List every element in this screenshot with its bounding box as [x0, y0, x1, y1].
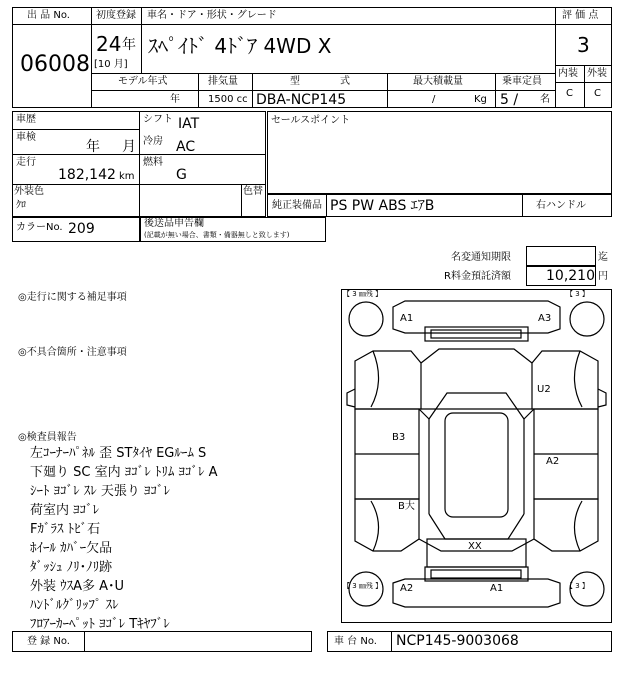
ac-label: 冷房 — [143, 136, 163, 147]
tire-depth-rear-left: 【 3 ㎜残 】 — [343, 582, 383, 590]
equipment-label: 純正装備品 — [272, 200, 322, 211]
name-change-label: 名変通知期限 — [451, 252, 511, 263]
ext-color-label: 外装色 — [14, 186, 44, 197]
recycle-unit: 円 — [598, 271, 608, 282]
report-line: ﾊﾝﾄﾞﾙｸﾞﾘｯﾌﾟ ｽﾚ — [30, 598, 119, 613]
damage-mark-rear-bumper-right: A1 — [490, 583, 504, 594]
front-bumper — [393, 301, 560, 333]
exterior-label: 外装 — [587, 68, 607, 79]
docs-note: (記載が無い場合、書類・備器無しと致します) — [144, 231, 290, 239]
roof — [445, 413, 508, 517]
driving-notes-label: ◎走行に関する補足事項 — [18, 292, 127, 303]
name-change-field — [526, 246, 596, 266]
recycle-value: 10,210 — [546, 268, 595, 284]
report-line: ｼｰﾄ ﾖｺﾞﾚ ｽﾚ 天張り ﾖｺﾞﾚ — [30, 484, 171, 499]
damage-mark-left-door: B3 — [392, 432, 406, 443]
report-line: 下廻り SC 室内 ﾖｺﾞﾚ ﾄﾘﾑ ﾖｺﾞﾚ A — [30, 465, 218, 480]
inspection-label: 車検 — [16, 132, 36, 143]
tire-front-left — [349, 302, 383, 336]
model-year-label: モデル年式 — [118, 76, 168, 87]
mileage-label: 走行 — [16, 157, 36, 168]
report-line: ﾌﾛｱｰｶｰﾍﾟｯﾄ ﾖｺﾞﾚ Tｷﾔﾌﾞﾚ — [30, 617, 170, 632]
score-label: 評 価 点 — [562, 10, 599, 21]
mileage-unit: km — [119, 171, 135, 182]
reg-year: 24 — [96, 32, 122, 56]
fuel-value: G — [176, 167, 187, 183]
color-change-label: 色替 — [243, 186, 263, 197]
damage-mark-rear-bumper-left: A2 — [400, 583, 414, 594]
ac-value: AC — [176, 139, 196, 155]
interior-grade: C — [566, 88, 573, 99]
damage-mark-left-rear: B大 — [398, 501, 415, 512]
lot-label: 出 品 No. — [27, 10, 70, 21]
max-load-label: 最大積載量 — [413, 76, 463, 87]
capacity-label: 乗車定員 — [502, 76, 542, 87]
docs-label: 後送品申告欄 — [144, 218, 204, 229]
damage-mark-front-bumper-left: A1 — [400, 313, 414, 324]
model-year-unit: 年 — [170, 94, 180, 105]
type-label: 型 式 — [290, 76, 350, 87]
interior-label: 内装 — [558, 68, 578, 79]
car-name: ｽﾍﾟｲﾄﾞ 4ﾄﾞｱ 4WD X — [148, 34, 332, 58]
capacity-value: 5 / — [500, 92, 519, 108]
history-label: 車歴 — [16, 114, 36, 125]
report-line: ﾀﾞｯｼｭ ﾉﾘ･ﾉﾘ跡 — [30, 560, 113, 575]
tire-rear-left — [349, 572, 383, 606]
exterior-grade: C — [594, 88, 601, 99]
report-line: 左ｺｰﾅｰﾊﾟﾈﾙ 歪 STﾀｲﾔ EGﾙｰﾑ S — [30, 446, 207, 461]
defects-label: ◎不具合箇所・注意事項 — [18, 347, 127, 358]
displacement-label: 排気量 — [208, 76, 238, 87]
damage-mark-front-bumper-right: A3 — [538, 313, 552, 324]
reg-month: [10 月] — [94, 59, 128, 70]
lot-number: 06008 — [20, 52, 90, 77]
report-line: 外装 ｳｽA多 A･U — [30, 579, 125, 594]
mileage-value: 182,142 — [58, 167, 116, 183]
color-no-value: 209 — [68, 221, 95, 237]
front-section — [355, 351, 421, 409]
name-change-unit: 迄 — [598, 252, 608, 263]
report-line: Fｶﾞﾗｽ ﾄﾋﾞ石 — [30, 522, 101, 537]
load-separator: / — [432, 94, 436, 105]
shift-label: シフト — [143, 114, 173, 125]
ext-color-value: ｸﾛ — [16, 200, 26, 211]
tire-rear-right — [570, 572, 604, 606]
shift-value: IAT — [178, 116, 200, 132]
sales-point-label: セールスポイント — [271, 115, 351, 126]
windshield — [429, 393, 524, 419]
score-value: 3 — [577, 33, 590, 57]
car-outline — [341, 289, 612, 623]
report-line: 荷室内 ﾖｺﾞﾚ — [30, 503, 100, 518]
model-label: 車名・ドア・形状・グレード — [147, 10, 277, 21]
tire-front-right — [570, 302, 604, 336]
damage-mark-right-front: U2 — [537, 384, 551, 395]
reg-year-unit: 年 — [122, 37, 136, 53]
steering-value: 右ハンドル — [536, 200, 586, 211]
chassis-number: NCP145-9003068 — [396, 633, 519, 649]
tire-depth-rear-right: 【 3 】 — [566, 582, 589, 590]
chassis-label: 車 台 No. — [334, 636, 377, 647]
equipment-value: PS PW ABS ｴｱB — [330, 198, 435, 214]
displacement-value: 1500 cc — [208, 94, 248, 105]
first-reg-label: 初度登録 — [96, 10, 136, 21]
load-unit: Kg — [474, 94, 487, 105]
reg-no-label: 登 録 No. — [27, 636, 70, 647]
damage-mark-trunk: XX — [468, 541, 482, 552]
model-code: DBA-NCP145 — [256, 92, 347, 108]
recycle-label: R料金預託済額 — [444, 271, 511, 282]
capacity-unit: 名 — [540, 94, 550, 105]
report-line: ﾎｲｰﾙ ｶﾊﾞｰ欠品 — [30, 541, 113, 556]
tire-depth-front-right: 【 3 】 — [566, 290, 589, 298]
inspection-month-unit: 月 — [122, 139, 136, 155]
color-no-label: カラーNo. — [16, 222, 63, 233]
damage-mark-right-door: A2 — [546, 456, 560, 467]
inspection-year-unit: 年 — [86, 139, 100, 155]
inspector-report-label: ◎検査員報告 — [18, 432, 77, 443]
fuel-label: 燃料 — [143, 157, 163, 168]
rear-bumper — [393, 579, 560, 607]
tire-depth-front-left: 【 3 ㎜残 】 — [343, 290, 383, 298]
